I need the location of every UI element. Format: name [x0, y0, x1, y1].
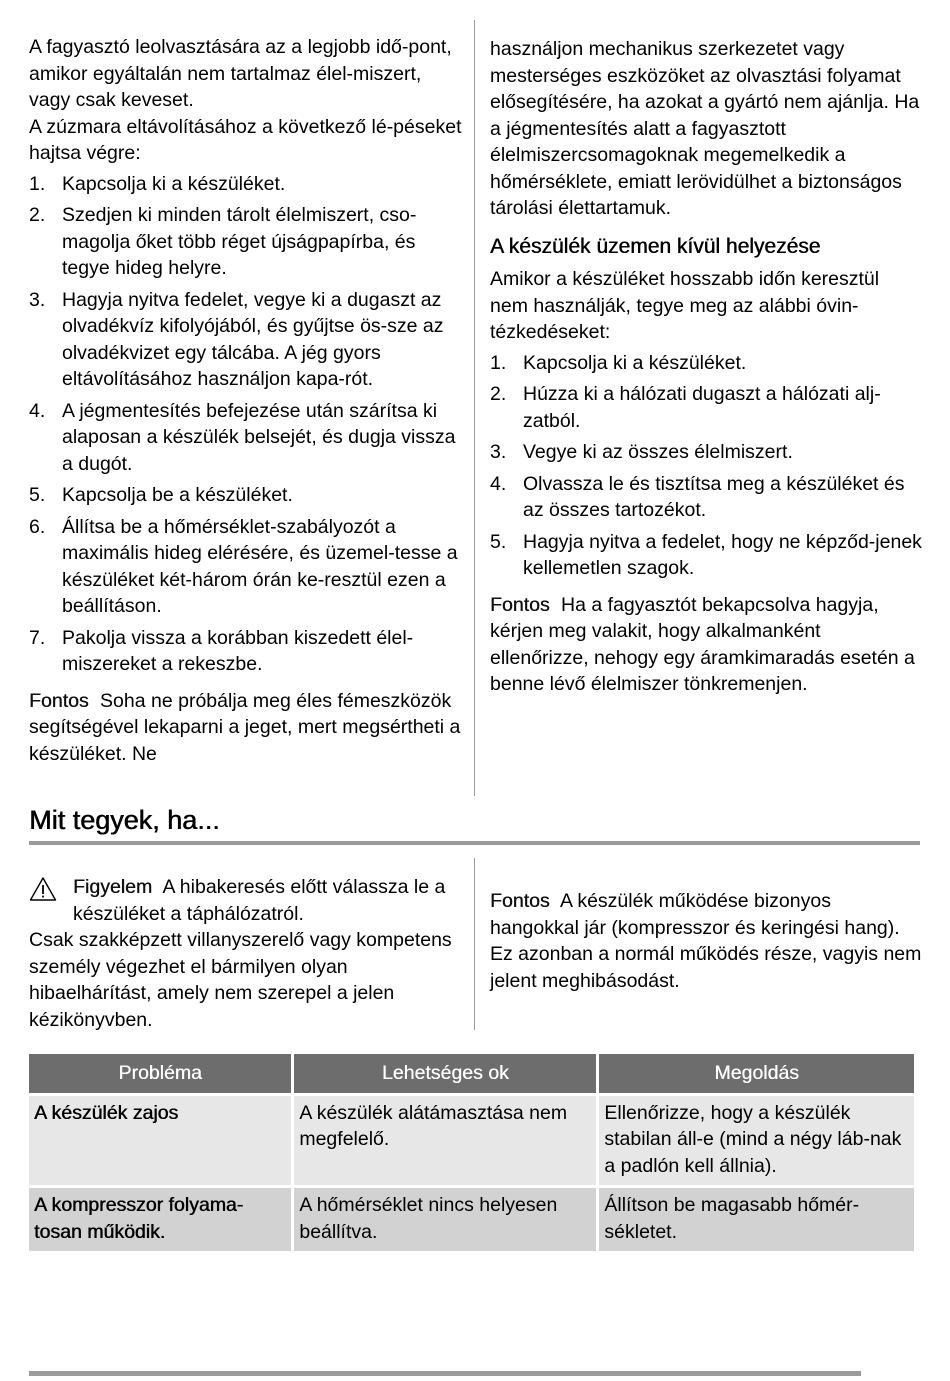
list-item [490, 471, 922, 524]
step-text: A jégmentesítés befejezése után szárítsa ki alaposan a készülék belsejét, és dugja vissza a dugót. [62, 399, 456, 475]
cause-cell: A készülék alátámasztása nem megfelelő. [294, 1096, 596, 1186]
step-number: 3. [29, 288, 46, 311]
column-divider [474, 858, 475, 1030]
important-note [29, 688, 463, 768]
column-header: Probléma [29, 1054, 291, 1093]
step-number: 3. [490, 441, 507, 463]
step-text: Olvassza le és tisztítsa meg a készüléket és az összes tartozékot. [523, 472, 905, 521]
warning-triangle-icon [29, 876, 57, 902]
list-item [29, 625, 463, 678]
step-number: 1. [29, 172, 46, 195]
section-title: Mit tegyek, ha... [29, 805, 220, 835]
step-number: 4. [29, 399, 46, 422]
step-text: Pakolja vissza a korábban kiszedett élel-miszereket a rekeszbe. [62, 626, 414, 675]
list-item [29, 398, 463, 478]
warning-column [29, 874, 463, 1033]
section-title-rule [29, 841, 920, 845]
column-divider [474, 20, 475, 796]
step-text: Kapcsolja ki a készüléket. [62, 172, 286, 195]
step-text: Húzza ki a hálózati dugaszt a hálózati alj-zatból. [523, 383, 881, 432]
list-item [490, 381, 922, 434]
table-row [29, 1096, 914, 1186]
footer-rule [29, 1371, 861, 1376]
step-text: Hagyja nyitva a fedelet, hogy ne képződ-jenek kellemetlen szagok. [523, 530, 922, 579]
solution-cell: Állítson be magasabb hőmér-sékletet. [599, 1188, 914, 1251]
warning-followup: Csak szakképzett villanyszerelő vagy kompetens személy végezhet el bármilyen olyan hibaelhárítást, amely nem szerepel a jelen kézikönyvben. [29, 929, 452, 1031]
column-header: Megoldás [599, 1054, 914, 1093]
warning-text: A hibakeresés előtt válassza le a készüléket a táphálózatról. [73, 876, 446, 925]
table-header-row [29, 1054, 914, 1093]
solution-cell: Ellenőrizze, hogy a készülék stabilan áll-e (mind a négy láb-nak a padlón kell állnia). [599, 1096, 914, 1186]
storage-intro: Amikor a készüléket hosszabb időn keresztül nem használják, tegye meg az alábbi óvin-tézkedéseket: [490, 268, 880, 343]
continuation-paragraph: használjon mechanikus szerkezetet vagy mesterséges eszközöket az olvasztási folyamat elősegítésére, ha azokat a gyártó nem ajánlja. Ha a jégmentesítés alatt a fagyasztott élelmiszercsomagoknak megemelkedik a hőmérséklete, emiatt lerövidülhet a biztonságos tárolási élettartamuk. [490, 38, 920, 219]
step-number: 7. [29, 626, 46, 649]
step-number: 2. [29, 204, 46, 226]
defrost-steps-list [29, 171, 463, 678]
problem-cell: A kompresszor folyama-tosan működik. [29, 1188, 291, 1251]
note-text: Soha ne próbálja meg éles fémeszközök segítségével lekaparni a jeget, mert megsértheti a készüléket. Ne [29, 689, 461, 765]
list-item [29, 514, 463, 620]
step-text: Állítsa be a hőmérséklet-szabályozót a maximális hideg elérésére, és üzemel-tesse a készüléket két-három órán ke-resztül ezen a beállításon. [62, 515, 458, 617]
problem-cell: A készülék zajos [29, 1096, 291, 1186]
column-header: Lehetséges ok [294, 1054, 596, 1093]
step-number: 6. [29, 515, 46, 538]
step-number: 5. [490, 530, 507, 553]
list-item [490, 350, 922, 377]
table-row [29, 1188, 914, 1251]
important-note [490, 592, 922, 698]
steps-intro: A zúzmara eltávolításához a következő lé-péseket hajtsa végre: [29, 115, 462, 164]
step-number: 5. [29, 484, 46, 506]
note-column [490, 888, 922, 994]
step-text: Vegye ki az összes élelmiszert. [523, 441, 793, 463]
warning-block [29, 874, 463, 927]
list-item [29, 171, 463, 198]
warning-label: Figyelem [73, 876, 153, 898]
left-column [29, 34, 463, 767]
list-item [29, 482, 463, 509]
note-label: Fontos [490, 593, 550, 616]
note-label: Fontos [490, 890, 550, 912]
list-item [29, 202, 463, 282]
note-label: Fontos [29, 689, 89, 712]
list-item [29, 287, 463, 393]
troubleshooting-table [26, 1051, 917, 1254]
note-text: A készülék működése bizonyos hangokkal jár (kompresszor és keringési hang). Ez azonban a normál működés része, vagyis nem jelent meghibásodást. [490, 890, 922, 992]
storage-steps-list [490, 350, 922, 582]
step-number: 2. [490, 383, 507, 405]
step-text: Kapcsolja ki a készüléket. [523, 351, 747, 374]
right-column [490, 36, 922, 698]
step-number: 4. [490, 472, 507, 495]
cause-cell: A hőmérséklet nincs helyesen beállítva. [294, 1188, 596, 1251]
list-item [490, 439, 922, 466]
step-number: 1. [490, 351, 507, 374]
step-text: Szedjen ki minden tárolt élelmiszert, cso-magolja őket több réget újságpapírba, és tegye hideg helyre. [62, 204, 417, 279]
section-heading: A készülék üzemen kívül helyezése [490, 234, 821, 258]
step-text: Kapcsolja be a készüléket. [62, 484, 293, 506]
important-note [490, 888, 922, 994]
step-text: Hagyja nyitva fedelet, vegye ki a dugaszt az olvadékvíz kifolyójából, és gyűjtse ös-sze az olvadékvizet egy tálcába. A jég gyors eltávolításához használjon kapa-rót. [62, 288, 444, 390]
list-item [490, 529, 922, 582]
note-text: Ha a fagyasztót bekapcsolva hagyja, kérjen meg valakit, hogy alkalmanként ellenőrizze, nehogy egy áramkimaradás esetén a benne lévő élelmiszer tönkremenjen. [490, 593, 915, 695]
intro-paragraph: A fagyasztó leolvasztására az a legjobb idő-pont, amikor egyáltalán nem tartalmaz élel-miszert, vagy csak keveset. [29, 36, 452, 111]
